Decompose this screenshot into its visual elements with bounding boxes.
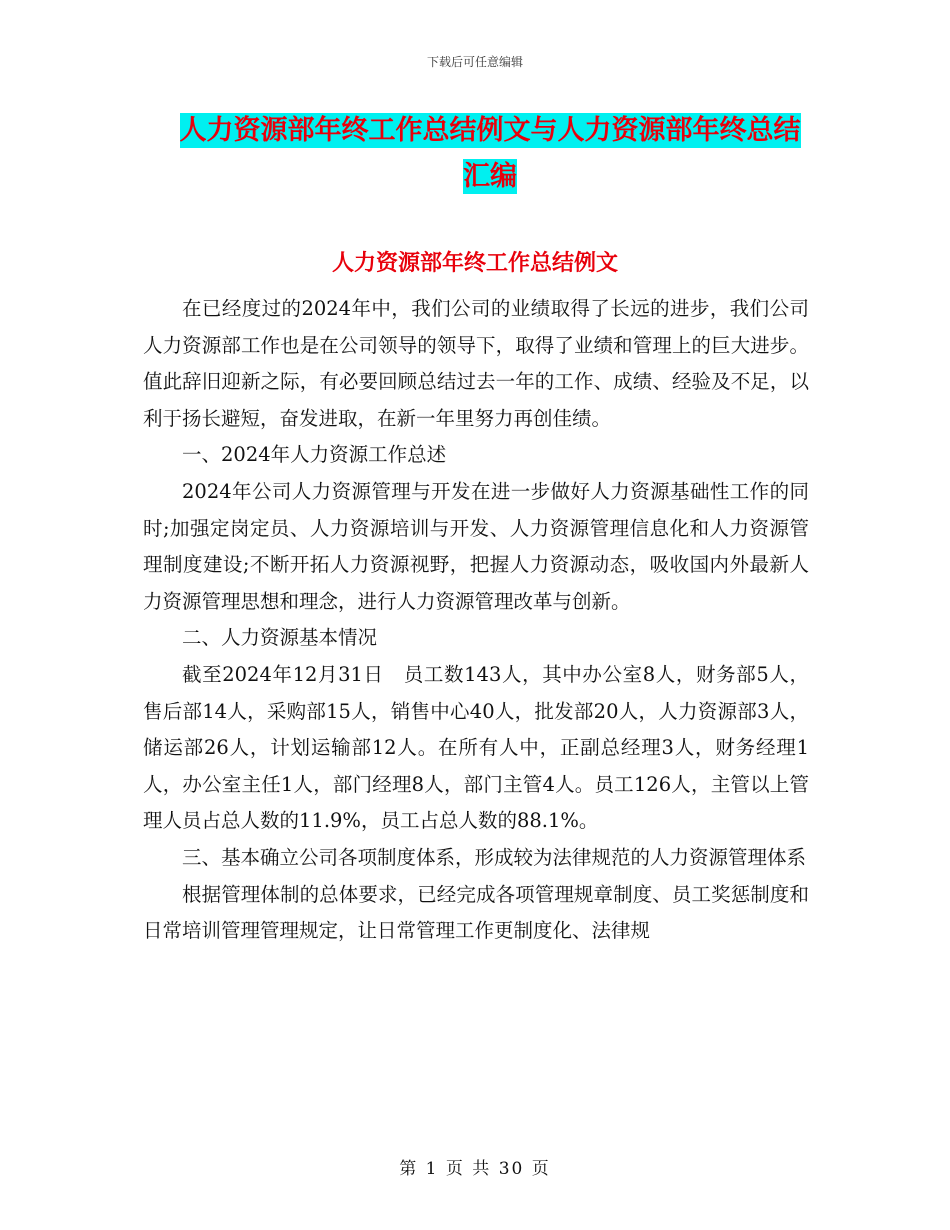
header-note: 下载后可任意编辑: [426, 55, 523, 69]
heading-section-3: 三、基本确立公司各项制度体系，形成较为法律规范的人力资源管理体系: [182, 845, 807, 869]
paragraph-section-3: 根据管理体制的总体要求，已经完成各项管理规章制度、员工奖惩制度和日常培训管理管理规定，让日常管理工作更制度化、法律规: [143, 882, 809, 943]
paragraph-section-2: 截至2024年12月31日 员工数143人，其中办公室8人，财务部5人，售后部14人，采购部15人，销售中心40人，批发部20人，人力资源部3人，储运部26人，计划运输部12人。在所有人中，正副总经理3人，财务经理1人，办公室主任1人，部门经理8人，部门主管4人。员工126人，主管以上管理人员占总人数的11.9%，员工占总人数的88.1%。: [143, 662, 809, 833]
heading-section-1: 一、2024年人力资源工作总述: [182, 443, 447, 467]
heading-section-2: 二、人力资源基本情况: [182, 626, 378, 650]
document-title-line-1: 人力资源部年终工作总结例文与人力资源部年终总结: [179, 115, 801, 146]
document-title-line-2: 汇编: [463, 161, 517, 192]
paragraph-section-1: 2024年公司人力资源管理与开发在进一步做好人力资源基础性工作的同时;加强定岗定员、人力资源培训与开发、人力资源管理信息化和人力资源管理制度建设;不断开拓人力资源视野，把握人力资源动态，吸收国内外最新人力资源管理思想和理念，进行人力资源管理改革与创新。: [143, 479, 809, 613]
page-number: 第 1 页 共 30 页: [399, 1159, 551, 1179]
document-body: [143, 291, 809, 950]
paragraph-intro: 在已经度过的2024年中，我们公司的业绩取得了长远的进步，我们公司人力资源部工作也是在公司领导的领导下，取得了业绩和管理上的巨大进步。值此辞旧迎新之际，有必要回顾总结过去一年的工作、成绩、经验及不足，以利于扬长避短，奋发进取，在新一年里努力再创佳绩。: [143, 297, 809, 430]
section-title: 人力资源部年终工作总结例文: [331, 251, 618, 276]
document-title: [120, 108, 860, 200]
